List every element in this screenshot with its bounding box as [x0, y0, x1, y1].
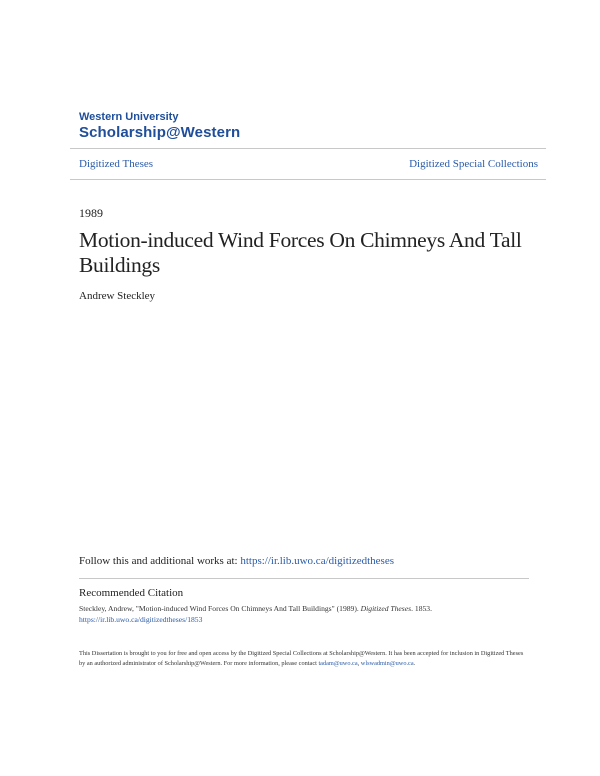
citation-number: . 1853. — [411, 604, 432, 613]
citation-url-link[interactable]: https://ir.lib.uwo.ca/digitizedtheses/1853 — [79, 615, 203, 624]
publication-year: 1989 — [79, 206, 103, 220]
nav-divider — [70, 179, 546, 180]
email-link-tadam[interactable]: tadam@uwo.ca — [318, 660, 358, 667]
author-name: Andrew Steckley — [79, 290, 156, 302]
digitized-special-collections-link[interactable]: Digitized Special Collections — [409, 158, 538, 170]
follow-prefix: Follow this and additional works at: — [79, 555, 241, 567]
recommended-citation-heading: Recommended Citation — [79, 587, 184, 599]
citation-series: Digitized Theses — [360, 604, 412, 613]
follow-url-link[interactable]: https://ir.lib.uwo.ca/digitizedtheses — [240, 555, 395, 567]
notice-separator: , — [357, 660, 361, 667]
citation-main: Steckley, Andrew, "Motion-induced Wind Forces On Chimneys And Tall Buildings" (1989). — [79, 604, 361, 613]
access-notice — [79, 649, 529, 669]
document-title: Motion-induced Wind Forces On Chimneys And Tall Buildings — [79, 228, 522, 277]
repository-header — [79, 111, 240, 142]
follow-line — [79, 555, 394, 567]
top-divider — [70, 148, 546, 149]
digitized-theses-link[interactable]: Digitized Theses — [79, 158, 154, 170]
notice-text: This Dissertation is brought to you for free and open access by the Digitized Special Collections at Scholarship@Western. It has been accepted for inclusion in Digitized Theses by an authorized administrator of Scholarship@Western. For more information, please contact — [79, 650, 524, 667]
citation-divider — [79, 578, 529, 579]
university-name: Western University — [79, 111, 179, 123]
repository-name: Scholarship@Western — [79, 124, 241, 141]
email-link-wlswadmin[interactable]: wlswadmin@uwo.ca — [360, 660, 414, 667]
citation-text — [79, 603, 529, 625]
notice-end: . — [413, 660, 416, 667]
